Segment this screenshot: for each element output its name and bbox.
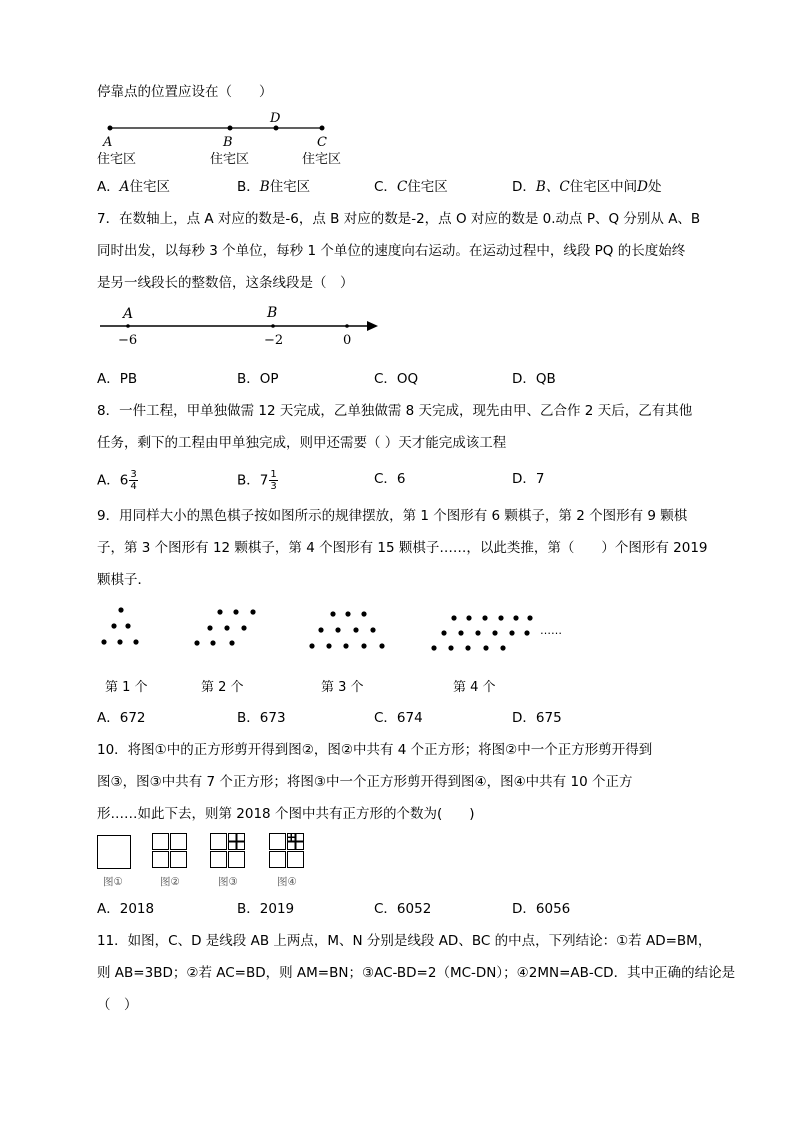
point-a	[108, 126, 113, 131]
axis-label-b: B	[267, 305, 278, 321]
tick-b	[271, 324, 275, 328]
q10-question-line-1: 10．将图①中的正方形剪开得到图②，图②中共有 4 个正方形；将图②中一个正方形剪开得到	[97, 742, 653, 758]
axis-label-a: A	[123, 306, 134, 322]
q6-question-tail: 停靠点的位置应设在（ ）	[97, 84, 273, 100]
q11-question-line-3: （ ）	[97, 997, 138, 1013]
square-caption-1: 图①	[103, 876, 123, 888]
pattern-3	[309, 611, 384, 648]
figure-4	[270, 834, 304, 868]
axis-tick-label-neg2: −2	[264, 333, 284, 348]
q9-question-line-2: 子，第 3 个图形有 12 颗棋子，第 4 个图形有 15 颗棋子……，以此类推，第（ ）个图形有 2019	[97, 540, 708, 556]
q8-option-c[interactable]: C．6	[374, 471, 406, 487]
q9-option-b[interactable]: B．673	[237, 710, 286, 726]
point-b	[228, 126, 233, 131]
q6-option-d[interactable]: D．B、C住宅区中间D处	[512, 179, 662, 195]
point-c	[320, 126, 325, 131]
q7-question-line-1: 7．在数轴上，点 A 对应的数是-6，点 B 对应的数是-2，点 O 对应的数是 0.动点 P、Q 分别从 A、B	[97, 211, 701, 227]
q10-option-c[interactable]: C．6052	[374, 901, 432, 917]
pattern-4	[431, 615, 532, 650]
figure-2	[153, 834, 187, 868]
q11-question-line-2: 则 AB=3BD；②若 AC=BD，则 AM=BN；③AC-BD=2（MC-DN）；④2MN=AB-CD．其中正确的结论是	[97, 965, 736, 981]
q10-squares-figure	[94, 832, 314, 872]
fraction-1-3: $\frac{1}{3}$	[270, 469, 277, 492]
pattern-2	[194, 609, 255, 645]
q7-question-line-2: 同时出发，以每秒 3 个单位，每秒 1 个单位的速度向右运动。在运动过程中，线段 PQ 的长度始终	[97, 243, 686, 259]
q8-option-a[interactable]: A．6 $\frac{3}{4}$	[97, 469, 137, 492]
q9-question-line-3: 颗棋子．	[97, 572, 151, 588]
q8-question-line-1: 8．一件工程，甲单独做需 12 天完成，乙单独做需 8 天完成，现先由甲、乙合作 2 天后，乙有其他	[97, 403, 693, 419]
q7-option-b[interactable]: B．OP	[237, 371, 279, 387]
q9-option-c[interactable]: C．674	[374, 710, 423, 726]
pattern-ellipsis: ……	[540, 624, 562, 637]
point-d	[274, 126, 279, 131]
area-a-label: 住宅区	[97, 152, 137, 167]
q8-option-d[interactable]: D．7	[512, 471, 545, 487]
q11-question-line-1: 11．如图，C、D 是线段 AB 上两点，M、N 分别是线段 AD、BC 的中点，下列结论：①若 AD=BM，	[97, 933, 712, 949]
q7-question-line-3: 是另一线段长的整数倍，这条线段是（ ）	[97, 275, 354, 291]
fraction-3-4: $\frac{3}{4}$	[130, 469, 137, 492]
q10-option-a[interactable]: A．2018	[97, 901, 155, 917]
q7-option-a[interactable]: A．PB	[97, 371, 138, 387]
q10-question-line-3: 形……如此下去，则第 2018 个图中共有正方形的个数为( )	[97, 806, 475, 822]
q7-number-line	[96, 302, 386, 352]
pattern-caption-2: 第 2 个	[201, 680, 244, 695]
pattern-1	[101, 607, 138, 644]
q8-question-line-2: 任务，剩下的工程由甲单独完成，则甲还需要（ ）天才能完成该工程	[97, 435, 507, 451]
area-b-label: 住宅区	[210, 152, 250, 167]
q9-option-a[interactable]: A．672	[97, 710, 146, 726]
point-d-label: D	[270, 111, 281, 126]
q7-option-c[interactable]: C．OQ	[374, 371, 419, 387]
q9-pattern-figure	[90, 600, 570, 660]
point-c-label: C	[317, 135, 327, 150]
q7-option-d[interactable]: D．QB	[512, 371, 556, 387]
square-caption-3: 图③	[218, 876, 238, 888]
point-a-label: A	[103, 135, 113, 150]
q6-option-a[interactable]: A．A住宅区	[97, 179, 170, 195]
figure-3	[211, 834, 245, 868]
q10-option-b[interactable]: B．2019	[237, 901, 295, 917]
square-caption-4: 图④	[277, 876, 297, 888]
axis-tick-label-neg6: −6	[118, 333, 138, 348]
figure-1	[98, 836, 131, 869]
number-line-arrow	[367, 321, 378, 331]
tick-o	[345, 324, 349, 328]
axis-tick-label-0: 0	[343, 333, 352, 348]
point-b-label: B	[223, 135, 233, 150]
q10-question-line-2: 图③，图③中共有 7 个正方形；将图③中一个正方形剪开得到图④，图④中共有 10 个正方	[97, 774, 633, 790]
area-c-label: 住宅区	[302, 152, 342, 167]
q8-option-b[interactable]: B．7 $\frac{1}{3}$	[237, 469, 277, 492]
q6-option-b[interactable]: B．B住宅区	[237, 179, 311, 195]
pattern-caption-1: 第 1 个	[105, 680, 148, 695]
pattern-caption-3: 第 3 个	[321, 680, 364, 695]
q6-option-c[interactable]: C．C住宅区	[374, 179, 448, 195]
tick-a	[126, 324, 130, 328]
q10-option-d[interactable]: D．6056	[512, 901, 571, 917]
square-caption-2: 图②	[160, 876, 180, 888]
q9-question-line-1: 9．用同样大小的黑色棋子按如图所示的规律摆放，第 1 个图形有 6 颗棋子，第 2 个图形有 9 颗棋	[97, 508, 688, 524]
q9-option-d[interactable]: D．675	[512, 710, 562, 726]
pattern-caption-4: 第 4 个	[453, 680, 496, 695]
